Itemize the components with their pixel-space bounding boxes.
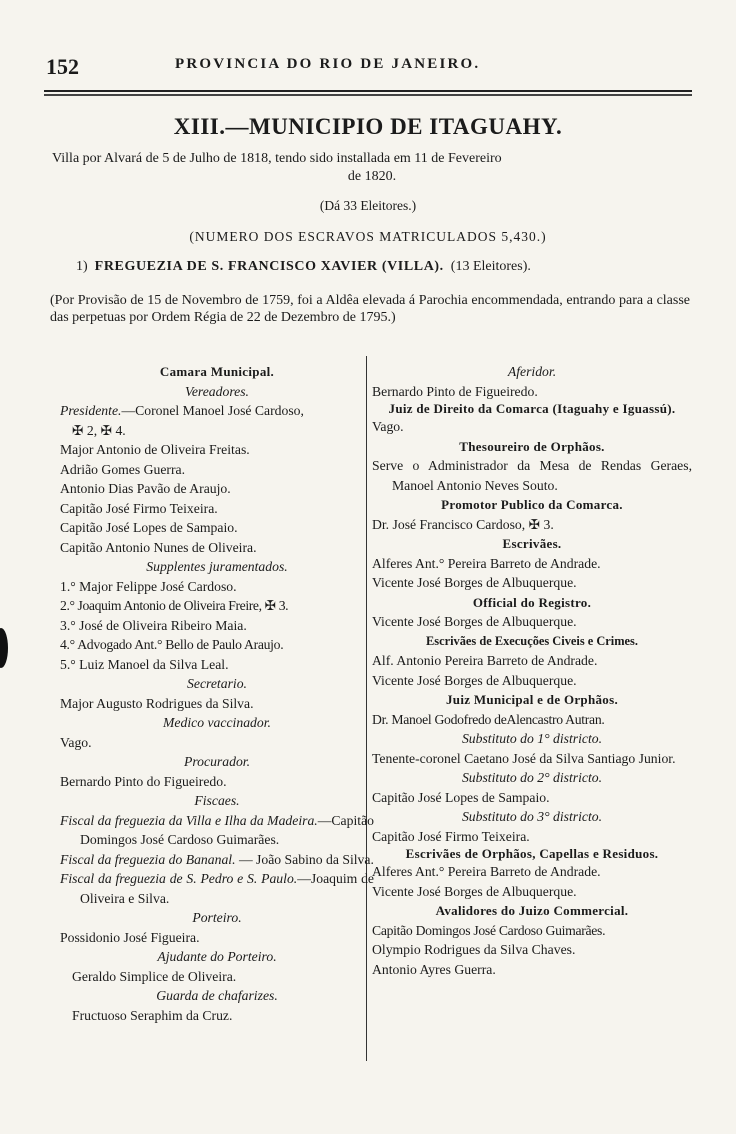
header-rule	[44, 90, 692, 92]
escrivao-1: Alferes Ant.° Pereira Barreto de Andrade.	[372, 555, 601, 571]
promotor-name: Dr. José Francisco Cardoso, ✠ 3.	[372, 516, 554, 532]
substituto-2-heading: Substituto do 2° districto.	[461, 770, 603, 785]
avaliadores-heading: Avalidores do Juizo Commercial.	[435, 903, 629, 918]
escrivao-orphaos-2: Vicente José Borges de Albuquerque.	[372, 883, 577, 899]
juiz-direito-name: Vago.	[372, 419, 404, 434]
substituto-3-heading: Substituto do 3° districto.	[461, 809, 603, 824]
medico-name: Vago.	[60, 734, 92, 750]
substituto-1-name: Tenente-coronel Caetano José da Silva Santiago Junior.	[372, 750, 676, 766]
procurador-heading: Procurador.	[183, 754, 251, 769]
escrivaes-exec-heading: Escrivães de Execuções Civeis e Crimes.	[426, 633, 638, 648]
right-column	[372, 362, 692, 979]
eleitores-count: (Dá 33 Eleitores.)	[319, 198, 417, 213]
fiscal-2-label: Fiscal da freguezia do Bananal.	[60, 851, 236, 867]
escrivao-2: Vicente José Borges de Albuquerque.	[372, 575, 577, 590]
presidente-label: Presidente.	[60, 403, 122, 418]
juiz-municipal-name: Dr. Manoel Godofredo deAlencastro Autran.	[372, 711, 605, 727]
running-title: PROVINCIA DO RIO DE JANEIRO.	[175, 56, 481, 72]
procurador-name: Bernardo Pinto do Figueiredo.	[60, 773, 227, 789]
avaliador-2: Olympio Rodrigues da Silva Chaves.	[372, 942, 576, 957]
porteiro-heading: Porteiro.	[192, 910, 242, 925]
avaliador-3: Antonio Ayres Guerra.	[372, 961, 496, 977]
left-column	[60, 362, 374, 1025]
thesoureiro-heading: Thesoureiro de Orphãos.	[459, 438, 605, 454]
supplente-5: 5.° Luiz Manoel da Silva Leal.	[60, 656, 229, 672]
freguezia-eleitores: (13 Eleitores).	[450, 259, 531, 274]
substituto-1-heading: Substituto do 1° districto.	[461, 731, 603, 746]
freguezia-number: 1)	[76, 259, 88, 274]
guarda-heading: Guarda de chafarizes.	[156, 988, 278, 1003]
member-3: Antonio Dias Pavão de Araujo.	[60, 481, 231, 496]
fiscal-2-name: — João Sabino da Silva.	[235, 851, 374, 867]
aferidor-name: Bernardo Pinto de Figueiredo.	[372, 383, 538, 399]
promotor-heading: Promotor Publico da Comarca.	[441, 497, 623, 512]
substituto-2-name: Capitão José Lopes de Sampaio.	[372, 789, 550, 805]
member-4: Capitão José Firmo Teixeira.	[60, 500, 218, 516]
presidente-entry	[60, 401, 374, 421]
supplente-3: 3.° José de Oliveira Ribeiro Maia.	[60, 617, 247, 633]
running-header	[0, 44, 736, 84]
medico-heading: Medico vaccinador.	[163, 715, 271, 730]
fiscal-entry-1	[60, 811, 374, 850]
thesoureiro-text: Serve o Administrador da Mesa de Rendas Geraes, Manoel Antonio Neves Souto.	[372, 458, 692, 493]
vereadores-heading: Vereadores.	[185, 383, 249, 399]
supplente-2: 2.° Joaquim Antonio de Oliveira Freire, ✠ 3.	[60, 598, 289, 613]
guarda-name: Fructuoso Seraphim da Cruz.	[72, 1007, 233, 1023]
fiscal-1-label: Fiscal da freguezia da Villa e Ilha da Madeira.	[60, 812, 318, 828]
ajudante-name: Geraldo Simplice de Oliveira.	[72, 968, 237, 984]
section-title: XIII.—MUNICIPIO DE ITAGUAHY.	[173, 114, 563, 139]
page-number: 152	[46, 54, 79, 79]
presidente-honors: ✠ 2, ✠ 4.	[72, 422, 126, 438]
aferidor-heading: Aferidor.	[507, 364, 557, 379]
fiscal-entry-3	[60, 869, 374, 908]
villa-statement	[52, 150, 692, 186]
escrivao-exec-2: Vicente José Borges de Albuquerque.	[372, 672, 577, 688]
supplentes-heading: Supplentes juramentados.	[146, 559, 288, 574]
villa-line-1: Villa por Alvará de 5 de Julho de 1818, tendo sido installada em 11 de Fevereiro	[52, 151, 502, 166]
ajudante-heading: Ajudante do Porteiro.	[157, 949, 277, 964]
official-heading: Official do Registro.	[472, 594, 592, 610]
presidente-name: —Coronel Manoel José Cardoso,	[121, 403, 304, 418]
escrivaes-orphaos-heading: Escrivães de Orphãos, Capellas e Residuos.	[405, 846, 659, 861]
avaliador-1: Capitão Domingos José Cardoso Guimarães.	[372, 922, 606, 938]
member-6: Capitão Antonio Nunes de Oliveira.	[60, 539, 257, 555]
fiscal-3-label: Fiscal da freguezia de S. Pedro e S. Paulo.	[60, 871, 298, 886]
juiz-direito-heading: Juiz de Direito da Comarca (Itaguahy e Iguassú).	[388, 401, 676, 416]
supplente-4: 4.° Advogado Ant.° Bello de Paulo Araujo.	[60, 637, 284, 652]
escravos-count: (NUMERO DOS ESCRAVOS MATRICULADOS 5,430.)	[189, 229, 547, 244]
substituto-3-name: Capitão José Firmo Teixeira.	[372, 828, 530, 844]
member-1: Major Antonio de Oliveira Freitas.	[60, 442, 250, 457]
fiscal-1-name: —Capitão Domingos José Cardoso Guimarães.	[80, 812, 374, 847]
fiscaes-heading: Fiscaes.	[194, 793, 240, 808]
ink-blot	[0, 628, 8, 668]
official-name: Vicente José Borges de Albuquerque.	[372, 614, 577, 629]
provisao-note: (Por Provisão de 15 de Novembro de 1759, foi a Aldêa elevada á Parochia encommendada, entrando para a classe das perpetuas por Ordem Régia de 22 de Dezembro de 1795.)	[50, 293, 690, 325]
freguezia-name: FREGUEZIA DE S. FRANCISCO XAVIER (VILLA).	[94, 259, 444, 274]
supplente-1: 1.° Major Felippe José Cardoso.	[60, 578, 237, 594]
escrivao-orphaos-1: Alferes Ant.° Pereira Barreto de Andrade.	[372, 864, 601, 879]
camara-heading: Camara Municipal.	[159, 364, 275, 379]
villa-line-2: de 1820.	[347, 169, 397, 184]
member-5: Capitão José Lopes de Sampaio.	[60, 520, 238, 535]
secretario-name: Major Augusto Rodrigues da Silva.	[60, 695, 254, 711]
escrivaes-heading: Escrivães.	[502, 536, 562, 551]
header-rule-secondary	[44, 94, 692, 96]
fiscal-entry-2	[60, 850, 374, 870]
juiz-municipal-heading: Juiz Municipal e de Orphãos.	[446, 692, 618, 707]
member-2: Adrião Gomes Guerra.	[60, 461, 186, 477]
fiscal-3-name: —Joaquim de Oliveira e Silva.	[80, 871, 374, 906]
secretario-heading: Secretario.	[187, 676, 247, 691]
freguezia-heading	[76, 259, 696, 275]
escrivao-exec-1: Alf. Antonio Pereira Barreto de Andrade.	[372, 653, 598, 668]
porteiro-name: Possidonio José Figueira.	[60, 929, 200, 945]
